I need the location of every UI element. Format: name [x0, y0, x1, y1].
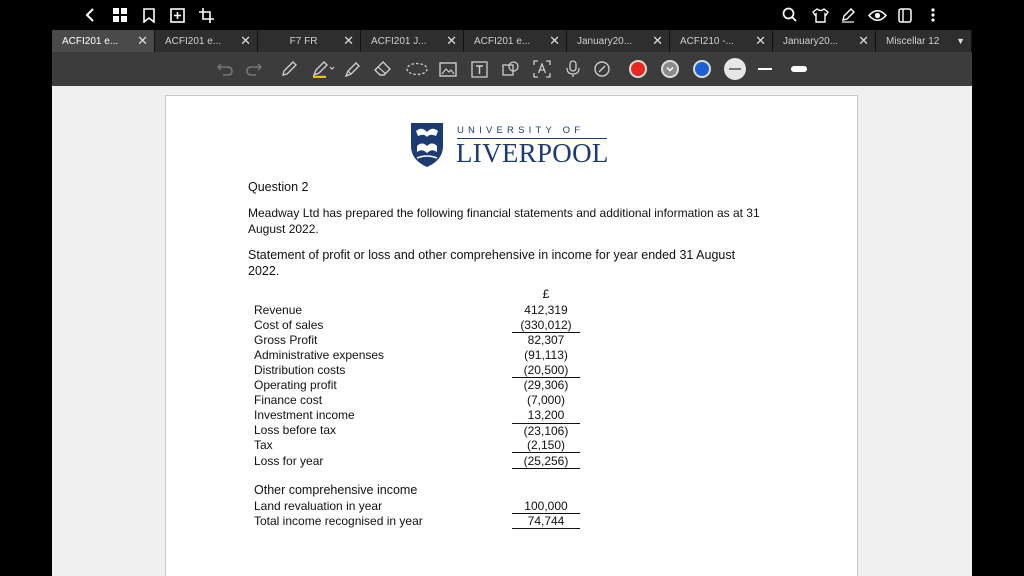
text-recognition-icon[interactable]: [531, 58, 553, 80]
tab-acfi201-j[interactable]: [361, 30, 464, 52]
highlighter-icon[interactable]: [310, 58, 340, 80]
row-value: (23,106): [512, 423, 580, 438]
row-label: Land revaluation in year: [254, 499, 383, 513]
add-page-icon[interactable]: [168, 4, 186, 26]
bookmark-icon[interactable]: [140, 4, 158, 26]
row-label: Loss before tax: [254, 423, 337, 437]
row-value: 13,200: [527, 408, 565, 422]
row-value: (25,256): [512, 454, 580, 469]
thick-stroke-option[interactable]: [791, 66, 807, 72]
dropdown-icon[interactable]: ▼: [956, 36, 965, 46]
statement-title: Statement of profit or loss and other comprehensive in income for year ended 31 August 2022.: [248, 248, 736, 278]
tab-acfi201-2[interactable]: [155, 30, 258, 52]
table-row: [254, 378, 584, 393]
row-label: Tax: [254, 438, 273, 452]
tab-acfi201-3[interactable]: [464, 30, 567, 52]
row-value: (2,150): [512, 438, 580, 453]
table-row: [254, 363, 584, 378]
pen-mode-icon[interactable]: [838, 4, 858, 26]
tab-label: ACFI210 -...: [680, 35, 734, 47]
close-icon[interactable]: ✕: [652, 33, 663, 48]
pen-icon[interactable]: [278, 58, 300, 80]
row-value: 74,744: [512, 514, 580, 529]
row-value: (29,306): [523, 378, 569, 392]
row-label: Investment income: [254, 408, 355, 422]
table-row: [254, 333, 584, 348]
row-label: Total income recognised in year: [254, 514, 423, 528]
tab-acfi201-1[interactable]: [52, 30, 155, 52]
table-row: [254, 499, 584, 514]
eraser-icon[interactable]: [372, 58, 394, 80]
table-row: [254, 454, 584, 469]
table-row: [254, 348, 584, 363]
undo-icon[interactable]: [214, 58, 236, 80]
tab-bar: [52, 30, 972, 52]
redo-icon[interactable]: [243, 58, 265, 80]
color-red-swatch[interactable]: [629, 60, 647, 78]
tab-label: ACFI201 e...: [62, 35, 119, 47]
university-crest-icon: [410, 122, 444, 168]
microphone-icon[interactable]: [562, 58, 584, 80]
color-gray-swatch[interactable]: [661, 60, 679, 78]
table-row: [254, 514, 584, 529]
row-value: (7,000): [526, 393, 566, 407]
tab-label: F7 FR: [289, 35, 318, 47]
table-row: [254, 423, 584, 438]
tab-january-2[interactable]: [773, 30, 876, 52]
row-label: Revenue: [254, 303, 303, 317]
tab-label: ACFI201 J...: [371, 35, 427, 47]
brush-icon[interactable]: [341, 58, 363, 80]
row-label: Gross Profit: [254, 333, 318, 347]
read-mode-icon[interactable]: [866, 4, 888, 26]
tab-label: ACFI201 e...: [474, 35, 531, 47]
table-row: [254, 318, 584, 333]
back-icon[interactable]: [82, 4, 98, 26]
text-box-icon[interactable]: [468, 58, 490, 80]
row-value: 82,307: [527, 333, 565, 347]
table-row: [254, 393, 584, 408]
currency-header: £: [542, 287, 550, 301]
row-value: (91,113): [524, 348, 568, 362]
color-light-swatch[interactable]: [724, 58, 746, 80]
row-label: Finance cost: [254, 393, 323, 407]
close-icon[interactable]: ✕: [858, 33, 869, 48]
row-value: 100,000: [512, 499, 580, 514]
color-blue-swatch[interactable]: [693, 60, 711, 78]
lasso-icon[interactable]: [404, 58, 430, 80]
top-bar: [0, 0, 1024, 30]
intro-paragraph: Meadway Ltd has prepared the following financial statements and additional information as at 31 August 2022.: [248, 206, 760, 236]
row-value: (20,500): [512, 363, 580, 378]
sidebar-icon[interactable]: [895, 4, 915, 26]
laser-pointer-icon[interactable]: [591, 58, 613, 80]
tab-label: ACFI201 e...: [165, 35, 222, 47]
tab-label: Miscellar 12: [886, 35, 940, 47]
close-icon[interactable]: ✕: [343, 33, 354, 48]
annotation-toolbar: [52, 52, 972, 86]
logo-text-top: UNIVERSITY OF: [457, 125, 585, 136]
question-title: Question 2: [248, 180, 309, 194]
grid-icon[interactable]: [111, 4, 129, 26]
thin-stroke-option[interactable]: [758, 68, 772, 70]
table-row: [254, 408, 584, 423]
more-icon[interactable]: [924, 4, 942, 26]
tab-acfi210[interactable]: [670, 30, 773, 52]
tab-january-1[interactable]: [567, 30, 670, 52]
tab-f7-fr[interactable]: [258, 30, 361, 52]
close-icon[interactable]: ✕: [137, 33, 148, 48]
tab-label: January20...: [577, 35, 633, 47]
search-icon[interactable]: [780, 4, 800, 26]
table-row: [254, 438, 584, 453]
close-icon[interactable]: ✕: [446, 33, 457, 48]
oci-title: Other comprehensive income: [254, 483, 418, 497]
close-icon[interactable]: ✕: [755, 33, 766, 48]
shirt-icon[interactable]: [810, 4, 830, 26]
image-icon[interactable]: [437, 58, 459, 80]
row-label: Operating profit: [254, 378, 337, 392]
crop-icon[interactable]: [197, 4, 215, 26]
close-icon[interactable]: ✕: [549, 33, 560, 48]
close-icon[interactable]: ✕: [240, 33, 251, 48]
row-value: 412,319: [524, 303, 568, 317]
tab-miscellaneous[interactable]: [876, 30, 972, 52]
row-label: Loss for year: [254, 454, 324, 468]
logo-text-main: LIVERPOOL: [456, 138, 609, 168]
tab-label: January20...: [783, 35, 839, 47]
table-row: [254, 303, 584, 318]
row-label: Cost of sales: [254, 318, 324, 332]
row-label: Administrative expenses: [254, 348, 385, 362]
shapes-icon[interactable]: [499, 58, 521, 80]
university-logo: [410, 120, 610, 172]
row-value: (330,012): [512, 318, 580, 333]
row-label: Distribution costs: [254, 363, 346, 377]
